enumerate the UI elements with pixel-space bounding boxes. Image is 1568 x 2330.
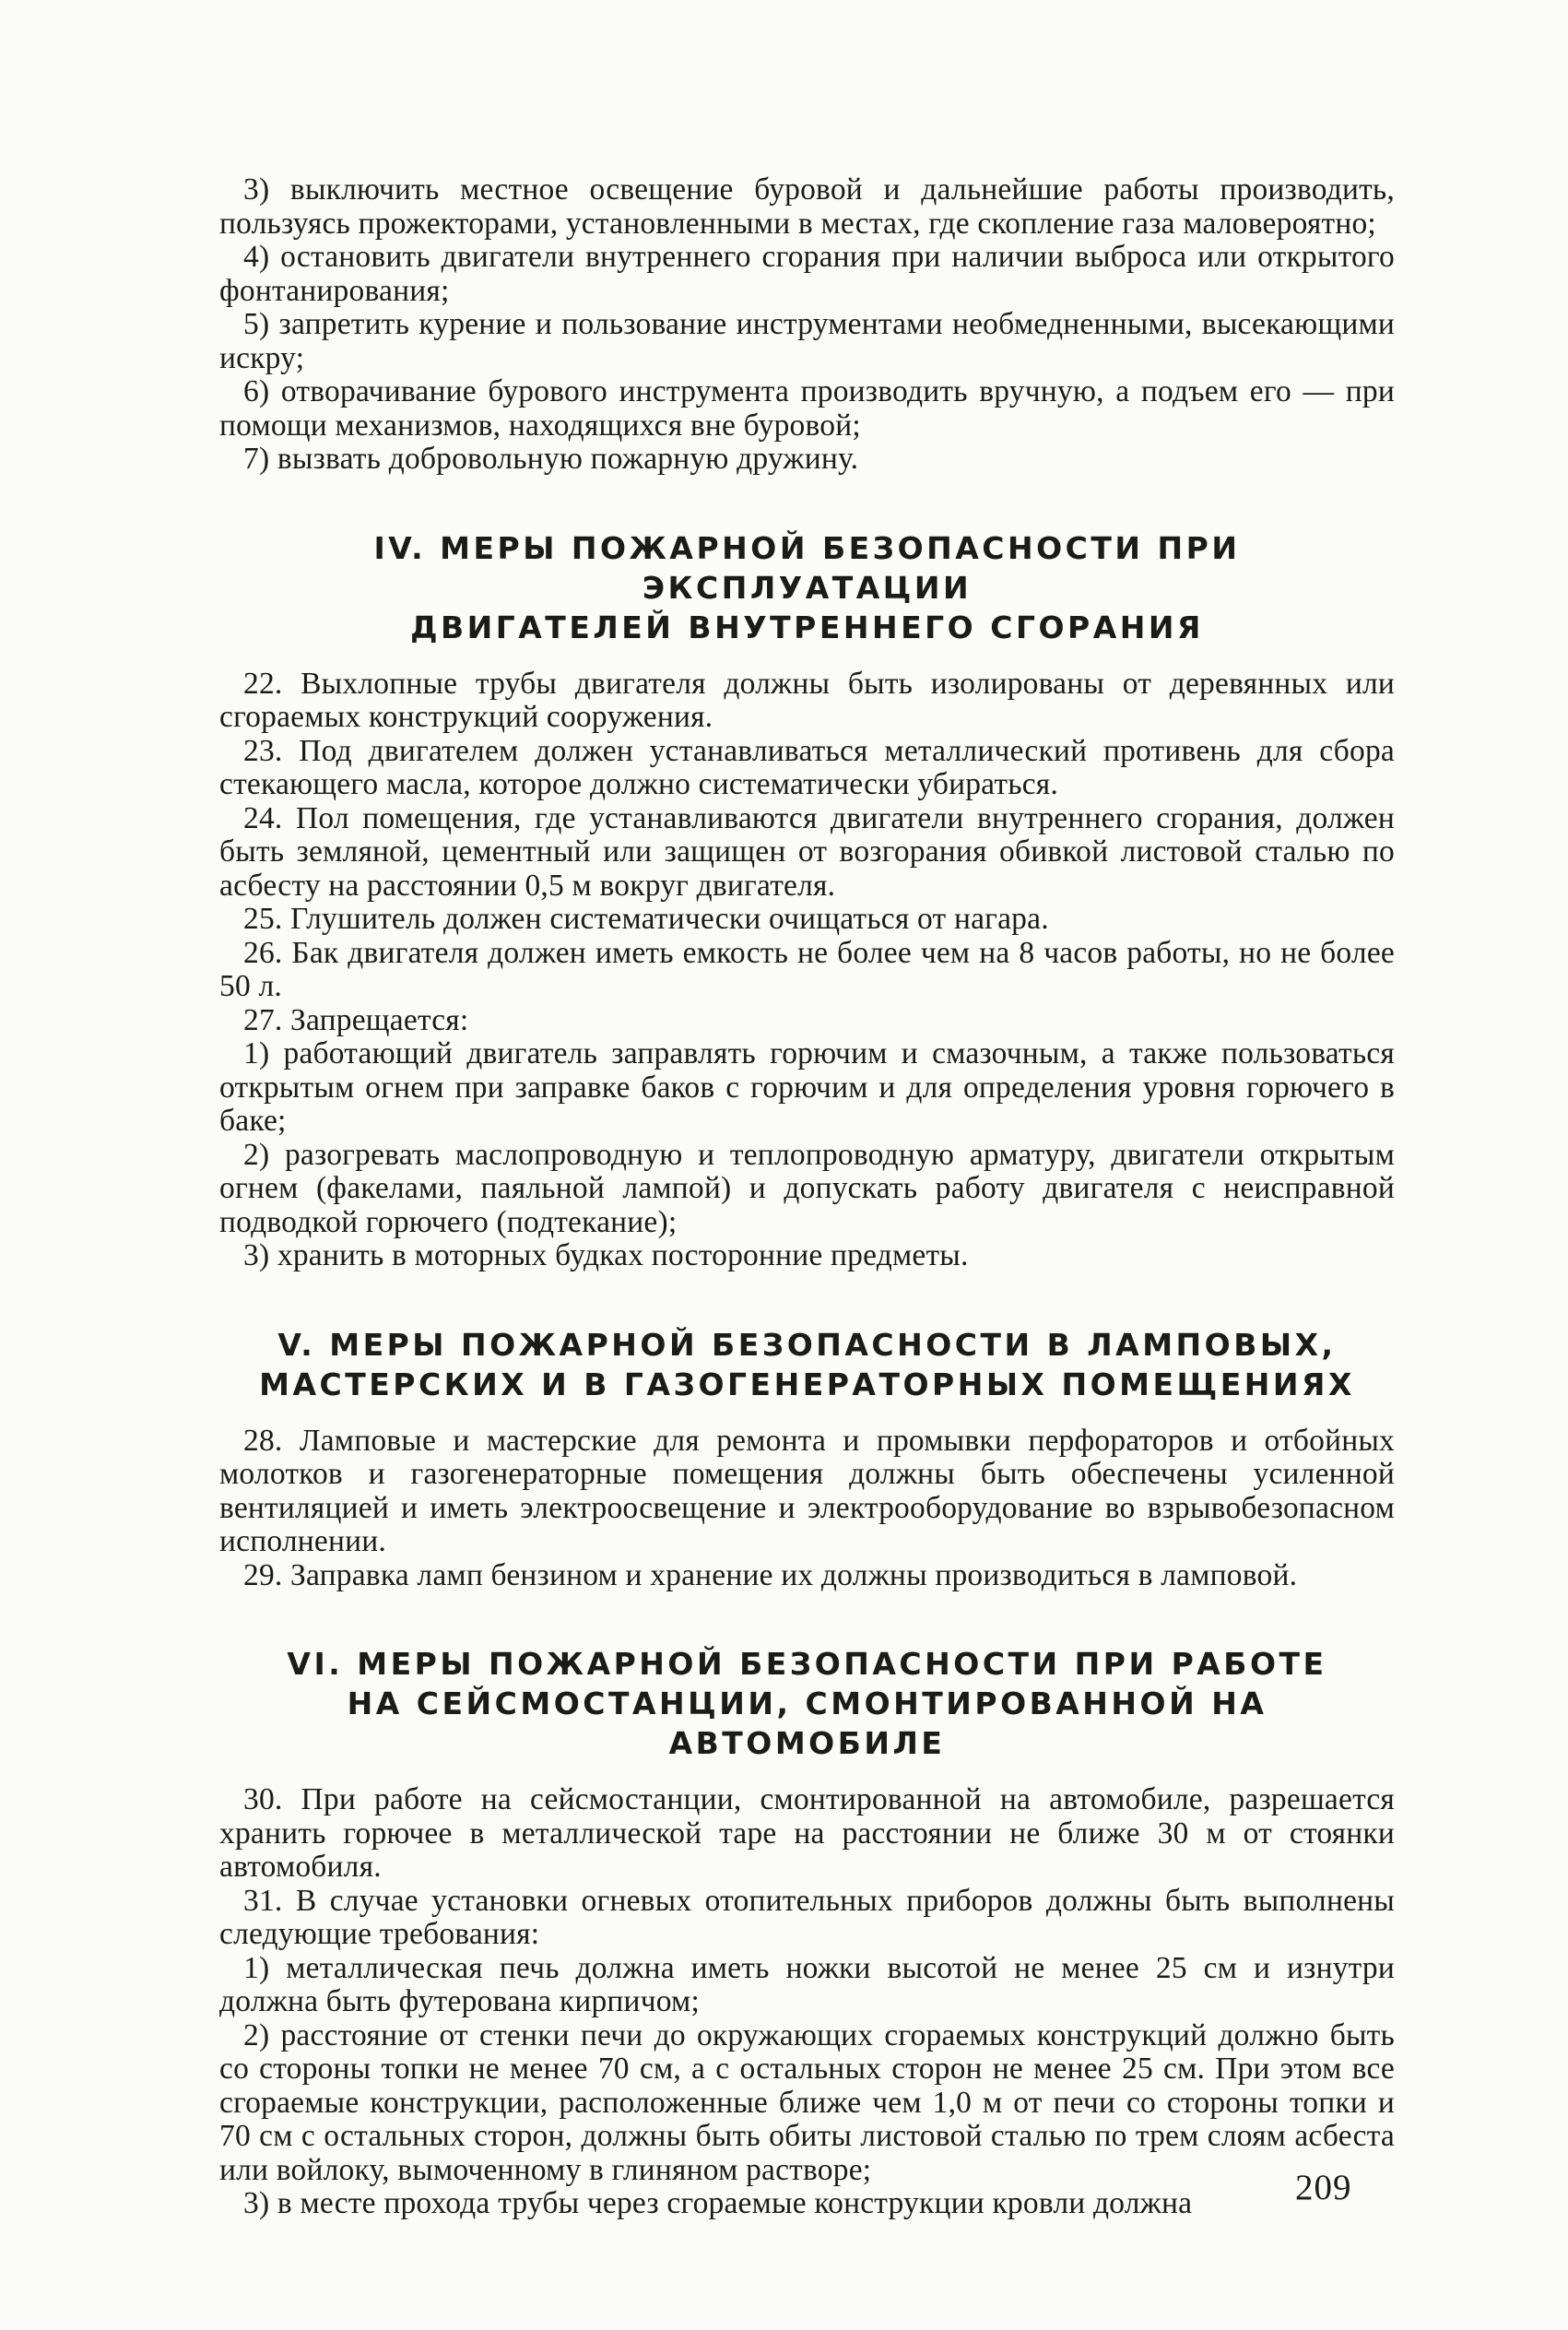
paragraph: 25. Глушитель должен систематически очищаться от нагара. [243, 902, 1049, 936]
paragraph: 24. Пол помещения, где устанавливаются двигатели внутреннего сгорания, должен быть земляной, цементный или защищен от возгорания обивкой листовой сталью по асбесту на расстоянии 0,5 м вокруг двигателя. [219, 800, 1395, 903]
heading-line: НА СЕЙСМОСТАНЦИИ, СМОНТИРОВАННОЙ НА АВТОМОБИЛЕ [347, 1685, 1267, 1761]
paragraph: 3) в месте прохода трубы через сгораемые конструкции кровли должна [243, 2186, 1193, 2220]
paragraph: 31. В случае установки огневых отопительных приборов должны быть выполнены следующие требования: [219, 1883, 1395, 1951]
list-item: 3) выключить местное освещение буровой и дальнейшие работы производить, пользуясь прожекторами, установленными в местах, где скопление газа маловероятно; [219, 172, 1395, 241]
heading-line: IV. МЕРЫ ПОЖАРНОЙ БЕЗОПАСНОСТИ ПРИ ЭКСПЛУАТАЦИИ [373, 529, 1241, 606]
section-heading-iv [219, 528, 1395, 647]
section-heading-v [219, 1325, 1395, 1404]
paragraph: 3) хранить в моторных будках посторонние предметы. [243, 1238, 969, 1272]
list-item: 5) запретить курение и пользование инструментами необмедненными, высекающими искру; [219, 307, 1395, 375]
paragraph: 2) расстояние от стенки печи до окружающих сгораемых конструкций должно быть со стороны топки не менее 70 см, а с остальных сторон не менее 25 см. При этом все сгораемые конструкции, расположенные ближе чем 1,0 м от печи со стороны топки и 70 см с остальных сторон, должны быть обиты листовой сталью по трем слоям асбеста или войлоку, вымоченному в глиняном растворе; [219, 2017, 1395, 2187]
page-number: 209 [1295, 2168, 1352, 2207]
paragraph: 27. Запрещается: [243, 1002, 469, 1037]
list-item: 4) остановить двигатели внутреннего сгорания при наличии выброса или открытого фонтанирования; [219, 240, 1395, 308]
paragraph: 1) металлическая печь должна иметь ножки высотой не менее 25 см и изнутри должна быть футерована кирпичом; [219, 1950, 1395, 2018]
list-item: 7) вызвать добровольную пожарную дружину. [243, 442, 859, 476]
heading-line: V. МЕРЫ ПОЖАРНОЙ БЕЗОПАСНОСТИ В ЛАМПОВЫХ, [277, 1326, 1337, 1363]
heading-line: МАСТЕРСКИХ И В ГАЗОГЕНЕРАТОРНЫХ ПОМЕЩЕНИЯХ [259, 1366, 1355, 1402]
list-item: 6) отворачивание бурового инструмента производить вручную, а подъем его — при помощи механизмов, находящихся вне буровой; [219, 374, 1395, 443]
section-heading-vi [219, 1644, 1395, 1763]
text-column [219, 173, 1395, 2221]
paragraph: 22. Выхлопные трубы двигателя должны быть изолированы от деревянных или сгораемых конструкций сооружения. [219, 666, 1395, 734]
paragraph: 23. Под двигателем должен устанавливаться металлический противень для сбора стекающего масла, которое должно систематически убираться. [219, 733, 1395, 801]
heading-line: ДВИГАТЕЛЕЙ ВНУТРЕННЕГО СГОРАНИЯ [410, 609, 1204, 645]
paragraph: 28. Ламповые и мастерские для ремонта и промывки перфораторов и отбойных молотков и газогенераторные помещения должны быть обеспечены усиленной вентиляцией и иметь электроосвещение и электрооборудование во взрывобезопасном исполнении. [219, 1423, 1395, 1558]
heading-line: VI. МЕРЫ ПОЖАРНОЙ БЕЗОПАСНОСТИ ПРИ РАБОТЕ [287, 1646, 1327, 1682]
paragraph: 1) работающий двигатель заправлять горючим и смазочным, а также пользоваться открытым огнем при заправке баков с горючим и для определения уровня горючего в баке; [219, 1036, 1395, 1138]
paragraph: 29. Заправка ламп бензином и хранение их должны производиться в ламповой. [243, 1557, 1298, 1592]
paragraph: 30. При работе на сейсмостанции, смонтированной на автомобиле, разрешается хранить горючее в металлической таре на расстоянии не ближе 30 м от стоянки автомобиля. [219, 1782, 1395, 1884]
paragraph: 2) разогревать маслопроводную и теплопроводную арматуру, двигатели открытым огнем (факелами, паяльной лампой) и допускать работу двигателя с неисправной подводкой горючего (подтекание); [219, 1137, 1395, 1239]
paragraph: 26. Бак двигателя должен иметь емкость не более чем на 8 часов работы, но не более 50 л. [219, 935, 1395, 1003]
